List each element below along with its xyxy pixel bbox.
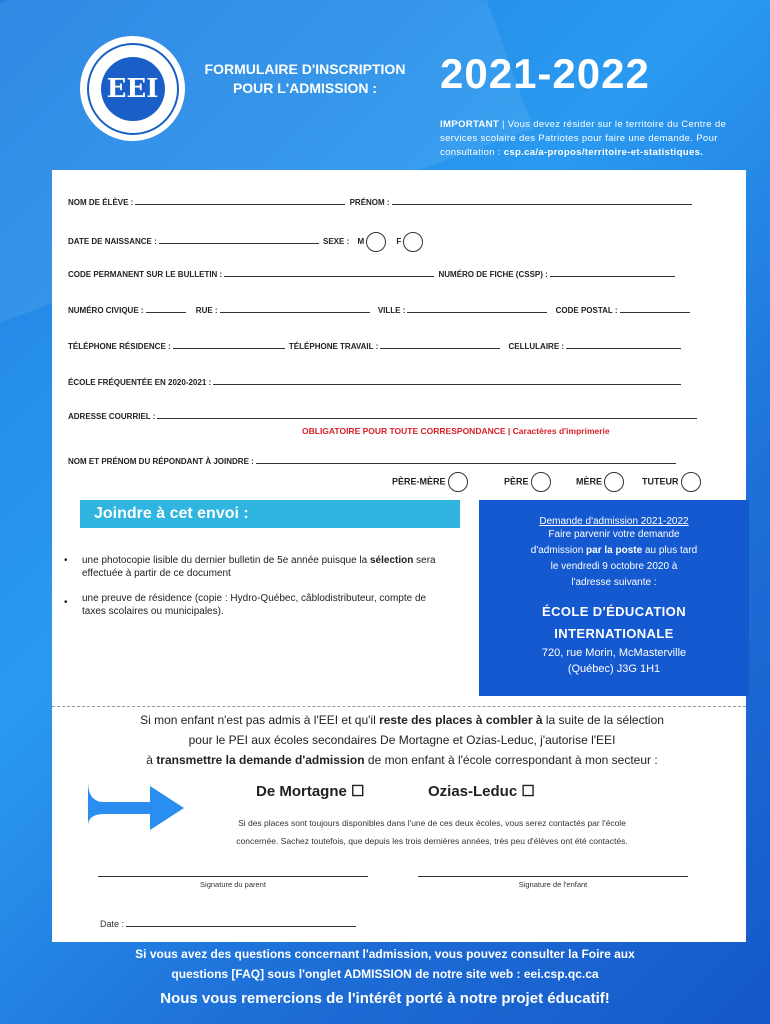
row-nom (68, 196, 716, 207)
label-numero-fiche: NUMÉRO DE FICHE (CSSP) : (438, 270, 548, 279)
important-link[interactable]: csp.ca/a-propos/territoire-et-statistiques. (503, 147, 704, 158)
label-courriel: ADRESSE COURRIEL : (68, 412, 156, 421)
row-telephones (68, 340, 716, 351)
section-divider (52, 706, 746, 707)
demande-school-line1: ÉCOLE D'ÉDUCATION (542, 604, 686, 619)
footer-question-line2: questions [FAQ] sous l'onglet ADMISSION de notre site web : eei.csp.qc.ca (171, 967, 599, 981)
input-tel-travail[interactable] (380, 340, 500, 349)
input-prenom[interactable] (392, 196, 692, 205)
label-prenom: PRÉNOM : (349, 198, 390, 207)
input-numero-civique[interactable] (146, 304, 186, 313)
demande-line2 (479, 543, 749, 559)
form-card (52, 170, 746, 942)
input-ecole[interactable] (213, 376, 681, 385)
demande-heading: Demande d'admission 2021-2022 (539, 516, 689, 527)
form-title-line1: FORMULAIRE D'INSCRIPTION (204, 61, 406, 77)
input-date[interactable] (126, 918, 356, 927)
demande-line2-a: d'admission (530, 545, 587, 556)
input-rue[interactable] (220, 304, 370, 313)
demande-line1: Faire parvenir votre demande (548, 529, 680, 540)
obligatoire-note: OBLIGATOIRE POUR TOUTE CORRESPONDANCE | Caractères d'imprimerie (302, 426, 610, 436)
footer-question-line1: Si vous avez des questions concernant l'admission, vous pouvez consulter la Foire aux (135, 947, 635, 961)
consent-l3a: à (146, 753, 157, 767)
important-notice (440, 118, 740, 160)
label-pere: PÈRE (504, 476, 529, 487)
note-line1: Si des places sont toujours disponibles dans l'une de ces deux écoles, vous serez contactés par l'école (238, 818, 626, 828)
row-code-permanent (68, 268, 716, 279)
option-pere (504, 472, 551, 492)
row-repondant (68, 455, 716, 466)
input-date-naissance[interactable] (159, 235, 319, 244)
input-numero-fiche[interactable] (550, 268, 675, 277)
demande-line2-b: par la poste (586, 545, 643, 556)
consent-line3 (92, 750, 712, 770)
input-nom-eleve[interactable] (135, 196, 345, 205)
demande-addr2: (Québec) J3G 1H1 (567, 663, 661, 675)
radio-mere[interactable] (604, 472, 624, 492)
school-logo (80, 36, 185, 141)
input-courriel[interactable] (157, 410, 697, 419)
joindre-item-2 (64, 592, 452, 618)
choice-ozias-leduc[interactable]: Ozias-Leduc ☐ (428, 783, 535, 800)
joindre-heading: Joindre à cet envoi : (80, 500, 460, 528)
label-pere-mere: PÈRE-MÈRE (392, 476, 446, 487)
consent-line2: pour le PEI aux écoles secondaires De Mortagne et Ozias-Leduc, j'autorise l'EEI (188, 733, 616, 747)
demande-addr1: 720, rue Morin, McMasterville (541, 647, 687, 659)
consent-paragraph (92, 710, 712, 770)
joindre-item-1-text-c: sera effectuée à partir de ce document (82, 555, 436, 579)
label-tuteur: TUTEUR (642, 476, 679, 487)
joindre-item-1 (64, 554, 452, 580)
joindre-item-1-text-a: une photocopie lisible du dernier bulletin de 5e année puisque la (82, 555, 370, 566)
label-numero-civique: NUMÉRO CIVIQUE : (68, 306, 144, 315)
option-tuteur (642, 472, 701, 492)
demande-line3: le vendredi 9 octobre 2020 à (550, 561, 678, 572)
form-title (190, 60, 420, 98)
bullet-dot: • (64, 597, 68, 608)
label-mere: MÈRE (576, 476, 603, 487)
label-repondant: NOM ET PRÉNOM DU RÉPONDANT À JOINDRE : (68, 457, 254, 466)
important-text: | Vous devez résider sur le territoire du Centre de services scolaire des Patriotes pour faire une demande. Pour consultation : (440, 119, 727, 158)
consent-line1 (92, 710, 712, 730)
demande-school-line2: INTERNATIONALE (554, 626, 674, 641)
row-naissance (68, 232, 716, 252)
choice-de-mortagne[interactable]: De Mortagne ☐ (256, 783, 365, 800)
bullet-dot: • (64, 555, 68, 566)
label-cellulaire: CELLULAIRE : (508, 342, 565, 351)
label-code-postal: CODE POSTAL : (555, 306, 618, 315)
input-code-postal[interactable] (620, 304, 690, 313)
option-mere (576, 472, 624, 492)
label-sexe: SEXE : (322, 237, 350, 247)
logo-letters: EEI (101, 57, 165, 121)
input-tel-residence[interactable] (173, 340, 285, 349)
label-sexe-m: M (357, 237, 365, 247)
label-ecole: ÉCOLE FRÉQUENTÉE EN 2020-2021 : (68, 378, 212, 387)
input-repondant[interactable] (256, 455, 676, 464)
demande-box (479, 500, 749, 696)
consent-l1c: la suite de la sélection (542, 713, 664, 727)
label-nom-eleve: NOM DE ÉLÈVE : (68, 198, 134, 207)
label-date-naissance: DATE DE NAISSANCE : (68, 237, 157, 247)
consent-l1b: reste des places à combler à (379, 713, 543, 727)
row-adresse (68, 304, 716, 315)
input-ville[interactable] (407, 304, 547, 313)
footer (0, 944, 770, 1007)
note-line2: concernée. Sachez toutefois, que depuis les trois dernières années, très peu d'élèves ont été contactés. (236, 836, 628, 846)
label-rue: RUE : (195, 306, 218, 315)
consent-l3b: transmettre la demande d'admission (156, 753, 365, 767)
important-label: IMPORTANT (440, 119, 500, 130)
option-pere-mere (392, 472, 468, 492)
label-tel-residence: TÉLÉPHONE RÉSIDENCE : (68, 342, 171, 351)
consent-l1a: Si mon enfant n'est pas admis à l'EEI et qu'il (140, 713, 380, 727)
date-field (100, 918, 358, 929)
input-code-permanent[interactable] (224, 268, 434, 277)
radio-pere[interactable] (531, 472, 551, 492)
demande-school (479, 601, 749, 645)
label-ville: VILLE : (377, 306, 406, 315)
footer-thanks: Nous vous remercions de l'intérêt porté à notre projet éducatif! (160, 990, 610, 1007)
input-cellulaire[interactable] (566, 340, 681, 349)
signature-parent[interactable]: Signature du parent (98, 876, 368, 889)
demande-line4: l'adresse suivante : (571, 577, 657, 588)
row-courriel (68, 410, 716, 421)
label-sexe-f: F (396, 237, 402, 247)
logo-ring (87, 43, 179, 135)
arrow-right-icon (84, 778, 188, 832)
consent-l3c: de mon enfant à l'école correspondant à mon secteur : (364, 753, 658, 767)
demande-line2-c: au plus tard (642, 545, 698, 556)
joindre-item-2-text: une preuve de résidence (copie : Hydro-Québec, câblodistributeur, compte de taxes scolaires ou municipales). (82, 593, 427, 617)
joindre-item-1-text-b: sélection (370, 555, 414, 566)
school-year: 2021-2022 (440, 50, 650, 97)
radio-sexe-m[interactable] (366, 232, 386, 252)
signature-enfant[interactable]: Signature de l'enfant (418, 876, 688, 889)
row-ecole (68, 376, 716, 387)
label-date: Date : (100, 919, 125, 929)
form-title-line2: POUR L'ADMISSION : (232, 80, 378, 96)
label-tel-travail: TÉLÉPHONE TRAVAIL : (288, 342, 379, 351)
label-code-permanent: CODE PERMANENT SUR LE BULLETIN : (68, 270, 223, 279)
radio-tuteur[interactable] (681, 472, 701, 492)
radio-pere-mere[interactable] (448, 472, 468, 492)
radio-sexe-f[interactable] (403, 232, 423, 252)
